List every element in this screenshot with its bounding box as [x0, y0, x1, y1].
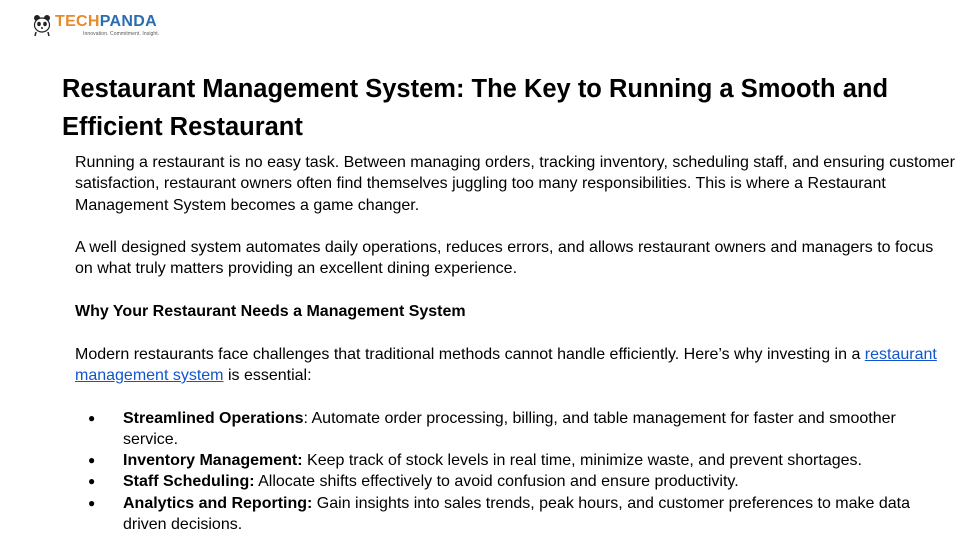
list-item [75, 450, 955, 471]
bullet-icon: ● [88, 453, 96, 468]
bullet-bold: Staff Scheduling: [123, 473, 255, 491]
bullet-bold: Inventory Management: [123, 452, 303, 470]
section-heading: Why Your Restaurant Needs a Management System [75, 303, 466, 321]
article-body [75, 152, 955, 535]
benefits-list [75, 408, 955, 536]
bullet-icon: ● [88, 474, 96, 489]
bullet-text: Allocate shifts effectively to avoid confusion and ensure productivity. [254, 473, 739, 491]
list-item [75, 408, 955, 451]
list-item [75, 493, 955, 536]
second-paragraph: A well designed system automates daily operations, reduces errors, and allows restaurant owners and managers to focus on what truly matters providing an excellent dining experience. [75, 239, 934, 278]
brand-tech: TECH [55, 13, 100, 30]
intro-paragraph: Running a restaurant is no easy task. Between managing orders, tracking inventory, scheduling staff, and ensuring customer satisfaction, restaurant owners often find themselves juggling too many responsibilities. This is where a Restaurant Management System becomes a game changer. [75, 154, 955, 214]
bullet-icon: ● [88, 495, 96, 510]
why-text-after: is essential: [223, 366, 312, 384]
brand-wordmark [55, 13, 159, 31]
page-title: Restaurant Management System: The Key to Running a Smooth and Efficient Restaurant [62, 75, 889, 141]
bullet-bold: Analytics and Reporting: [123, 494, 313, 512]
bullet-bold: Streamlined Operations [123, 409, 304, 427]
bullet-text: Gain insights into sales trends, peak hours, and customer preferences to make data driven decisions. [123, 494, 911, 534]
list-item [75, 471, 955, 492]
why-text-before: Modern restaurants face challenges that traditional methods cannot handle efficiently. Here’s why investing in a [75, 345, 865, 363]
restaurant-management-system-link[interactable]: restaurant management system [75, 345, 937, 384]
techpanda-logo[interactable] [32, 13, 159, 37]
brand-panda: PANDA [99, 13, 157, 30]
bullet-icon: ● [88, 410, 96, 425]
why-paragraph [75, 344, 955, 387]
bullet-text: Keep track of stock levels in real time, minimize waste, and prevent shortages. [302, 452, 862, 470]
panda-logo-icon [32, 13, 52, 37]
brand-tagline: Innovation. Commitment. Insight. [83, 31, 160, 37]
bullet-text: : Automate order processing, billing, and table management for faster and smoother service. [123, 409, 896, 448]
